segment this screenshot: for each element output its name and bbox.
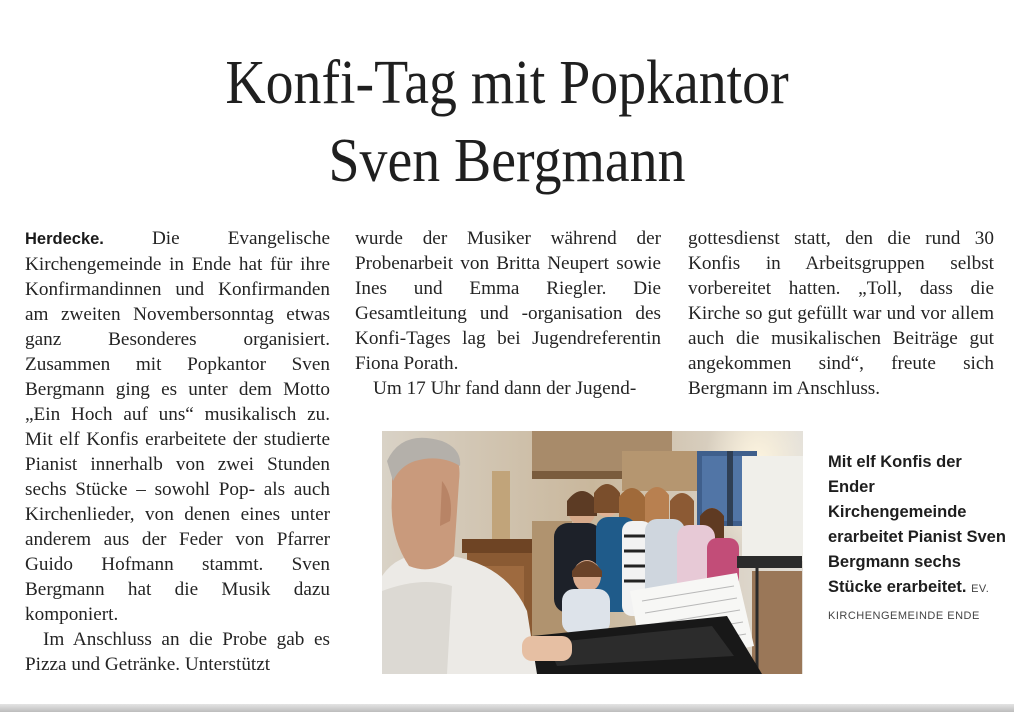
paragraph: gottesdienst statt, den die rund 30 Konfis in Arbeitsgruppen selbst vorbereitet hatten. „Toll, dass die Kirche so gut gefüllt war und vor allem auch die musikalischen Beiträge gut angekommen sind“, freute sich Bergmann im Anschluss. <box>688 228 994 399</box>
headline <box>51 44 964 200</box>
article-column-3 <box>688 226 994 401</box>
paragraph <box>25 226 330 627</box>
article-column-1 <box>25 226 330 677</box>
caption-text: Mit elf Konfis der Ender Kirchengemeinde erarbeitet Pianist Sven Bergmann sechs Stücke erarbeitet. <box>828 453 1006 596</box>
paragraph: wurde der Musiker während der Probenarbeit von Britta Neupert sowie Ines und Emma Riegler. Die Gesamtleitung und -organisation des Konfi-Tages lag bei Jugendreferentin Fiona Porath. <box>355 228 661 374</box>
paragraph-text: Die Evangelische Kirchengemeinde in Ende hat für ihre Konfirmandinnen und Konfirmanden am zweiten Novembersonntag etwas ganz Besonderes organisiert. Zusammen mit Popkantor Sven Bergmann ging es unter dem Motto „Ein Hoch auf uns“ musikalisch zu. Mit elf Konfis erarbeitete der studierte Pianist innerhalb von zwei Stunden sechs Stücke – sowohl Pop- als auch Kirchenlieder, von denen eines unter anderem aus der Feder von Pfarrer Guido Hofmann stammt. Sven Bergmann hat die Musik dazu komponiert. <box>25 228 331 625</box>
article-photo <box>382 431 803 674</box>
dateline: Herdecke. <box>25 230 104 248</box>
photo-credit: EV. KIRCHENGEMEINDE ENDE <box>828 583 990 622</box>
paragraph: Im Anschluss an die Probe gab es Pizza und Getränke. Unterstützt <box>25 629 330 675</box>
photo-illustration <box>382 431 803 674</box>
headline-line-2: Sven Bergmann <box>328 127 686 195</box>
headline-line-1: Konfi-Tag mit Popkantor <box>225 49 789 117</box>
article-column-2 <box>355 226 661 401</box>
paragraph: Um 17 Uhr fand dann der Jugend- <box>373 378 637 399</box>
photo-caption <box>828 450 1008 629</box>
page-bottom-edge <box>0 704 1014 712</box>
